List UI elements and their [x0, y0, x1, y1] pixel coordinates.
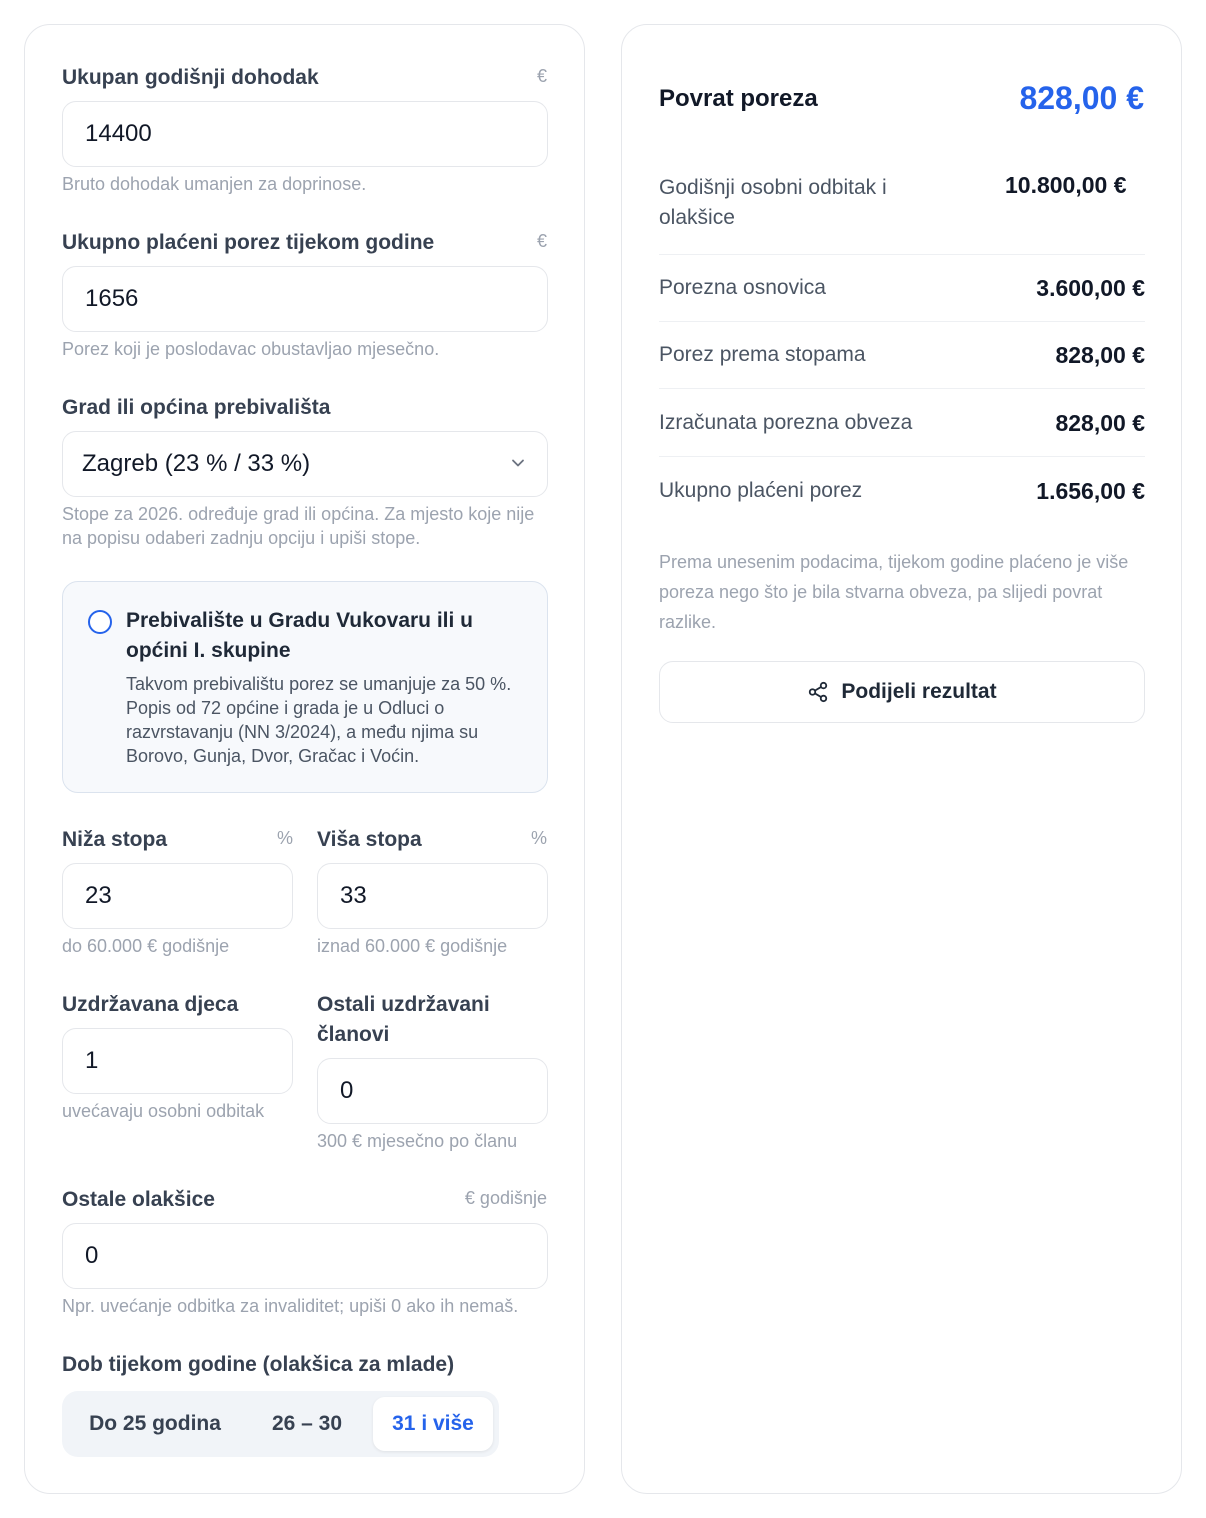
result-row-label: Ukupno plaćeni porez — [659, 479, 863, 502]
higher-rate-unit: % — [530, 828, 547, 848]
vukovar-option[interactable] — [62, 581, 548, 793]
result-row-value: 828,00 € — [1055, 410, 1145, 436]
paid-tax-label: Ukupno plaćeni porez tijekom godine — [62, 231, 435, 254]
vukovar-description: Takvom prebivalištu porez se umanjuje za 50 %. Popis od 72 općine i grada je u Odluci o razvrstavanju (NN 3/2024), a među njima su Borovo, Gunja, Dvor, Gračac i Voćin. — [126, 674, 512, 766]
result-row-label: Porezna osnovica — [659, 276, 826, 299]
other-relief-input[interactable]: 0 — [62, 1223, 548, 1289]
city-label: Grad ili općina prebivališta — [62, 396, 331, 419]
paid-tax-input[interactable]: 1656 — [62, 266, 548, 332]
tax-form-card — [24, 24, 585, 1494]
lower-rate-help: do 60.000 € godišnje — [62, 936, 230, 956]
children-help: uvećavaju osobni odbitak — [62, 1101, 265, 1121]
income-unit: € — [536, 66, 547, 86]
paid-tax-unit: € — [536, 231, 547, 251]
other-dependents-label: Ostali uzdržavani članovi — [317, 993, 490, 1046]
children-label: Uzdržavana djeca — [62, 993, 239, 1016]
result-row-label: Porez prema stopama — [659, 343, 866, 366]
paid-tax-help: Porez koji je poslodavac obustavljao mjesečno. — [62, 339, 440, 359]
result-row-value: 3.600,00 € — [1036, 275, 1145, 301]
children-input[interactable]: 1 — [62, 1028, 293, 1094]
result-row — [659, 255, 1145, 322]
lower-rate-label: Niža stopa — [62, 828, 168, 851]
income-label: Ukupan godišnji dohodak — [62, 66, 319, 89]
result-row — [659, 165, 1145, 255]
age-option-26-30[interactable]: 26 – 30 — [271, 1412, 343, 1435]
vukovar-title: Prebivalište u Gradu Vukovaru ili u općini I. skupine — [126, 609, 473, 662]
result-row-value: 828,00 € — [1055, 342, 1145, 368]
higher-rate-help: iznad 60.000 € godišnje — [317, 936, 508, 956]
other-relief-label: Ostale olakšice — [62, 1188, 215, 1211]
lower-rate-input[interactable]: 23 — [62, 863, 293, 929]
result-row — [659, 389, 1145, 457]
result-row-label: Godišnji osobni odbitak i olakšice — [659, 176, 887, 229]
income-input[interactable]: 14400 — [62, 101, 548, 167]
result-row-label: Izračunata porezna obveza — [659, 411, 913, 434]
age-option-31-plus[interactable]: 31 i više — [373, 1397, 493, 1451]
result-note: Prema unesenim podacima, tijekom godine plaćeno je više poreza nego što je bila stvarna obveza, pa slijedi povrat razlike. — [659, 552, 1129, 632]
result-card — [621, 24, 1182, 1494]
lower-rate-unit: % — [276, 828, 293, 848]
city-select[interactable] — [62, 431, 548, 497]
higher-rate-input[interactable]: 33 — [317, 863, 548, 929]
age-option-under-25[interactable]: Do 25 godina — [89, 1412, 221, 1435]
result-row-value: 1.656,00 € — [1036, 478, 1145, 504]
other-relief-unit: € godišnje — [464, 1188, 547, 1208]
age-label: Dob tijekom godine (olakšica za mlade) — [62, 1353, 455, 1376]
result-title: Povrat poreza — [659, 85, 818, 112]
age-segmented-control — [62, 1391, 499, 1457]
result-row-value: 10.800,00 € — [1005, 172, 1127, 198]
income-help: Bruto dohodak umanjen za doprinose. — [62, 174, 367, 194]
result-row — [659, 457, 1145, 525]
chevron-down-icon — [511, 456, 525, 470]
other-relief-help: Npr. uvećanje odbitka za invaliditet; upiši 0 ako ih nemaš. — [62, 1296, 519, 1316]
other-dependents-input[interactable]: 0 — [317, 1058, 548, 1124]
result-total: 828,00 € — [1019, 80, 1144, 116]
higher-rate-label: Viša stopa — [317, 828, 422, 851]
share-button-label: Podijeli rezultat — [841, 680, 997, 703]
city-select-value: Zagreb (23 % / 33 %) — [82, 450, 311, 477]
city-help: Stope za 2026. određuje grad ili općina. Za mjesto koje nije na popisu odaberi zadnju opciju i upiši stope. — [62, 504, 535, 548]
share-result-button[interactable] — [659, 661, 1145, 723]
vukovar-radio[interactable] — [88, 610, 112, 634]
result-row — [659, 322, 1145, 389]
share-icon — [807, 681, 829, 703]
other-dependents-help: 300 € mjesečno po članu — [317, 1131, 518, 1151]
